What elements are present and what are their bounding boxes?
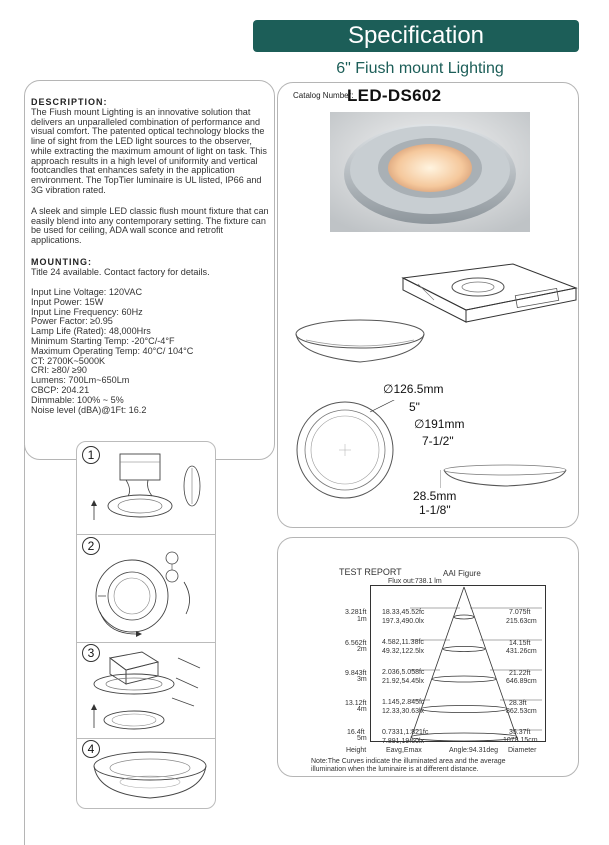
row-height-ft: 6.562ft — [345, 640, 367, 647]
step-number-4: 4 — [82, 740, 100, 758]
fixture-top-view — [290, 400, 400, 500]
row-height-m: 4m — [357, 706, 367, 713]
row-fc: 0.7331,1.821fc — [382, 729, 429, 736]
fixture-side-view — [290, 316, 430, 376]
row-height-ft: 9.843ft — [345, 670, 367, 677]
diameter-label: Diameter — [508, 747, 537, 754]
row-dia-ft: 7.075ft — [509, 609, 531, 616]
row-dia-cm: 1078.15cm — [503, 737, 538, 744]
spec-item: Maximum Operating Temp: 40°C/ 104°C — [31, 345, 194, 356]
spec-item: Power Factor: ≥0.95 — [31, 316, 113, 327]
test-report-title: TEST REPORT — [339, 567, 402, 577]
row-fc: 18.33,45.52fc — [382, 609, 425, 616]
eavg-emax-label: Eavg,Emax — [386, 747, 422, 754]
mounting-text: Title 24 available. Contact factory for details. — [31, 267, 210, 277]
step-3-illustration — [88, 648, 213, 740]
dim-inner-in: 5" — [409, 400, 420, 414]
spec-item: Input Power: 15W — [31, 296, 104, 307]
step-number-2: 2 — [82, 537, 100, 555]
row-height-ft: 16.4ft — [347, 729, 365, 736]
mounting-title: MOUNTING: — [31, 257, 92, 267]
description-para-2: A sleek and simple LED classic flush mount fixture that can easily blend into any contemporary setting. The fixture can be used for ceiling, ADA wall sconce and retrofit applications. — [31, 206, 269, 246]
step-4-illustration — [88, 744, 213, 806]
spec-list — [31, 288, 193, 415]
spec-banner: Specification — [253, 20, 579, 52]
spec-item: Dimmable: 100% ~ 5% — [31, 394, 124, 405]
spec-item: Lumens: 700Lm~650Lm — [31, 375, 130, 386]
spec-item: Noise level (dBA)@1Ft: 16.2 — [31, 404, 147, 415]
dim-height-in: 1-1/8" — [419, 503, 451, 517]
row-dia-ft: 14.15ft — [509, 640, 531, 647]
dim-inner-mm: ∅126.5mm — [383, 382, 444, 396]
row-lx: 21.92,54.45lx — [382, 678, 425, 685]
step-number-1: 1 — [82, 446, 100, 464]
height-label: Height — [346, 747, 367, 754]
row-dia-cm: 862.53cm — [506, 708, 537, 715]
row-lx: 7.891,19.60lx — [382, 738, 425, 745]
flux-out: Flux out:738.1 lm — [388, 578, 442, 585]
row-dia-ft: 35.37ft — [509, 729, 531, 736]
row-dia-cm: 215.63cm — [506, 618, 537, 625]
dim-height-mm: 28.5mm — [413, 489, 457, 503]
row-height-m: 3m — [357, 676, 367, 683]
product-subtitle: 6" Fiush mount Lighting — [336, 60, 504, 77]
row-dia-cm: 646.89cm — [506, 678, 537, 685]
spec-item: Input Line Voltage: 120VAC — [31, 287, 143, 297]
row-height-ft: 13.12ft — [345, 700, 367, 707]
dim-outer-mm: ∅191mm — [414, 417, 465, 431]
row-fc: 4.582,11.38fc — [382, 639, 424, 646]
row-height-m: 2m — [357, 646, 367, 653]
spec-item: Lamp Life (Rated): 48,000Hrs — [31, 326, 151, 337]
row-fc: 1.145,2.845fc — [382, 699, 425, 706]
row-height-ft: 3.281ft — [345, 609, 367, 616]
aai-figure-label: AAI Figure — [443, 569, 481, 578]
step-number-3: 3 — [82, 644, 100, 662]
catalog-label: Catalog Number: — [293, 91, 354, 100]
fixture-profile-view — [440, 462, 570, 492]
spec-item: CT: 2700K~5000K — [31, 355, 106, 366]
step-1-illustration — [88, 452, 213, 532]
dim-outer-in: 7-1/2" — [422, 434, 454, 448]
test-report-note: Note:The Curves indicate the illuminated area and the average illumination when the luminaire is at different distance. — [311, 758, 506, 773]
row-height-m: 1m — [357, 616, 367, 623]
row-height-m: 5m — [357, 735, 367, 742]
spec-item: Minimum Starting Temp: -20°C/-4°F — [31, 335, 175, 346]
page-frame — [24, 445, 25, 845]
row-fc: 2.036,5.058fc — [382, 669, 425, 676]
step-2-illustration — [88, 542, 213, 642]
row-lx: 197.3,490.0lx — [382, 618, 425, 625]
row-dia-ft: 21.22ft — [509, 670, 531, 677]
description-title: DESCRIPTION: — [31, 97, 108, 107]
angle-label: Angle:94.31deg — [449, 747, 499, 754]
product-photo — [330, 112, 530, 232]
row-lx: 12.33,30.63lx — [382, 708, 425, 715]
row-dia-cm: 431.26cm — [506, 648, 537, 655]
spec-item: Input Line Frequency: 60Hz — [31, 306, 143, 317]
row-lx: 49.32,122.5lx — [382, 648, 425, 655]
row-dia-ft: 28.3ft — [509, 700, 527, 707]
catalog-number: LED-DS602 — [347, 86, 442, 105]
spec-item: CRI: ≥80/ ≥90 — [31, 365, 87, 376]
description-para-1: The Fiush mount Lighting is an innovative solution that delivers an unparalleled combination of performance and visual comfort. The patented optical technology blocks the line of sight from the LED light sources to the observer, while extracting the maximum amount of light on task. This approach results in a high level of uniformity and vertical footcandles that enhances safety in the application environment. The TopTier luminaire is UL listed, IP66 and 3G vibration rated. — [31, 107, 267, 195]
spec-item: CBCP: 204.21 — [31, 384, 90, 395]
